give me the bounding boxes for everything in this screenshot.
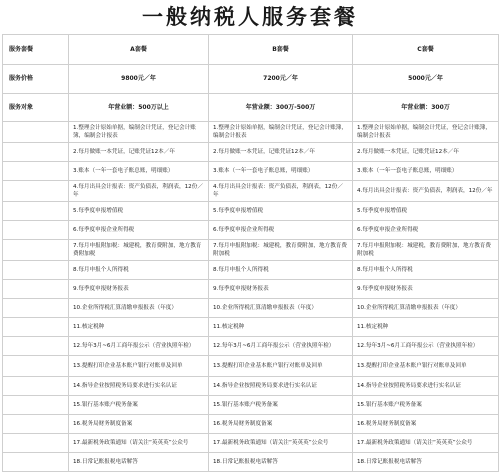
service-label-cell xyxy=(3,396,69,415)
service-item-c: 17.最新税务政策通知（请关注“英英英”公众号 xyxy=(353,434,499,453)
service-item-c: 2.每月做账一本凭证，记账凭证12本／年 xyxy=(353,143,499,162)
service-row xyxy=(3,337,499,356)
service-label-cell xyxy=(3,181,69,202)
service-row xyxy=(3,162,499,181)
service-item-c: 15.银行基本账户税务备案 xyxy=(353,396,499,415)
service-item-b: 8.每月申报个人所得税 xyxy=(209,261,353,280)
service-item-b: 12.每年3月~6月工商年报公示（营业执照年检） xyxy=(209,337,353,356)
service-label-cell xyxy=(3,318,69,337)
service-label-cell xyxy=(3,415,69,434)
service-item-a: 17.最新税务政策通知（请关注“英英英”公众号 xyxy=(69,434,209,453)
service-row xyxy=(3,318,499,337)
service-item-b: 3.账本（一年一套电子账总账，明细账） xyxy=(209,162,353,181)
service-item-b: 5.每季度申报增值税 xyxy=(209,202,353,221)
service-item-a: 4.每月出具会计报表：资产负债表，利润表，12份／年 xyxy=(69,181,209,202)
package-a-name: A套餐 xyxy=(69,35,209,65)
package-label: 服务套餐 xyxy=(3,35,69,65)
service-row xyxy=(3,143,499,162)
service-item-b: 14.指导企业按照税务局要求进行实名认证 xyxy=(209,377,353,396)
service-row xyxy=(3,356,499,377)
service-item-a: 13.提醒打印企业基本账户银行对账单及回单 xyxy=(69,356,209,377)
service-row xyxy=(3,240,499,261)
service-item-b: 15.银行基本账户税务备案 xyxy=(209,396,353,415)
package-header-row xyxy=(3,35,499,65)
service-label-cell xyxy=(3,221,69,240)
service-item-a: 9.每季度申报财务报表 xyxy=(69,280,209,299)
service-item-b: 11.核定税种 xyxy=(209,318,353,337)
service-item-a: 1.整理会计原始单据，编制会计凭证，登记会计账簿，编制会计报表 xyxy=(69,122,209,143)
target-row xyxy=(3,94,499,122)
service-item-a: 6.每季度申报企业所得税 xyxy=(69,221,209,240)
package-c-price: 5000元／年 xyxy=(353,65,499,94)
service-item-b: 17.最新税务政策通知（请关注“英英英”公众号 xyxy=(209,434,353,453)
service-item-a: 16.税务局财务制度备案 xyxy=(69,415,209,434)
service-item-b: 18.日常记账报税电话解答 xyxy=(209,453,353,472)
package-table xyxy=(2,34,499,472)
service-item-c: 13.提醒打印企业基本账户银行对账单及回单 xyxy=(353,356,499,377)
package-a-price: 9800元／年 xyxy=(69,65,209,94)
service-item-c: 7.每月申报附加税：城建税，教育费附加，地方教育费附加税 xyxy=(353,240,499,261)
package-b-name: B套餐 xyxy=(209,35,353,65)
service-label-cell xyxy=(3,202,69,221)
service-label-cell xyxy=(3,337,69,356)
service-item-b: 1.整理会计原始单据，编制会计凭证，登记会计账簿，编制会计报表 xyxy=(209,122,353,143)
service-label-cell xyxy=(3,122,69,143)
service-item-c: 10.企业所得税汇算清缴申报报表（年度） xyxy=(353,299,499,318)
service-item-c: 12.每年3月~6月工商年报公示（营业执照年检） xyxy=(353,337,499,356)
service-item-a: 14.指导企业按照税务局要求进行实名认证 xyxy=(69,377,209,396)
package-c-target: 年营业额：300万 xyxy=(353,94,499,122)
package-b-target: 年营业额：300万-500万 xyxy=(209,94,353,122)
service-row xyxy=(3,377,499,396)
service-item-a: 8.每月申报个人所得税 xyxy=(69,261,209,280)
service-item-a: 3.账本（一年一套电子账总账，明细账） xyxy=(69,162,209,181)
package-a-target: 年营业额：500万以上 xyxy=(69,94,209,122)
price-row xyxy=(3,65,499,94)
service-label-cell xyxy=(3,377,69,396)
service-item-c: 5.每季度申报增值税 xyxy=(353,202,499,221)
service-item-c: 1.整理会计原始单据，编制会计凭证，登记会计账簿，编制会计报表 xyxy=(353,122,499,143)
target-label: 服务对象 xyxy=(3,94,69,122)
service-row xyxy=(3,261,499,280)
service-label-cell xyxy=(3,299,69,318)
service-item-c: 18.日常记账报税电话解答 xyxy=(353,453,499,472)
service-item-c: 8.每月申报个人所得税 xyxy=(353,261,499,280)
service-item-a: 11.核定税种 xyxy=(69,318,209,337)
service-row xyxy=(3,453,499,472)
service-item-a: 2.每月做账一本凭证，记账凭证12本／年 xyxy=(69,143,209,162)
service-item-a: 18.日常记账报税电话解答 xyxy=(69,453,209,472)
service-item-b: 2.每月做账一本凭证，记账凭证12本／年 xyxy=(209,143,353,162)
service-item-a: 12.每年3月~6月工商年报公示（营业执照年检） xyxy=(69,337,209,356)
service-label-cell xyxy=(3,280,69,299)
service-row xyxy=(3,122,499,143)
service-item-c: 11.核定税种 xyxy=(353,318,499,337)
service-item-c: 9.每季度申报财务报表 xyxy=(353,280,499,299)
service-row xyxy=(3,181,499,202)
service-label-cell xyxy=(3,162,69,181)
service-item-a: 10.企业所得税汇算清缴申报报表（年度） xyxy=(69,299,209,318)
service-label-cell xyxy=(3,143,69,162)
price-label: 服务价格 xyxy=(3,65,69,94)
service-item-c: 16.税务局财务制度备案 xyxy=(353,415,499,434)
service-item-c: 4.每月出具会计报表：资产负债表，利润表，12份／年 xyxy=(353,181,499,202)
service-row xyxy=(3,415,499,434)
service-item-a: 15.银行基本账户税务备案 xyxy=(69,396,209,415)
service-row xyxy=(3,434,499,453)
service-item-b: 6.每季度申报企业所得税 xyxy=(209,221,353,240)
service-item-b: 16.税务局财务制度备案 xyxy=(209,415,353,434)
service-item-c: 6.每季度申报企业所得税 xyxy=(353,221,499,240)
package-c-name: C套餐 xyxy=(353,35,499,65)
service-row xyxy=(3,202,499,221)
service-item-c: 14.指导企业按照税务局要求进行实名认证 xyxy=(353,377,499,396)
service-item-b: 10.企业所得税汇算清缴申报报表（年度） xyxy=(209,299,353,318)
service-label-cell xyxy=(3,434,69,453)
service-label-cell xyxy=(3,261,69,280)
service-item-b: 13.提醒打印企业基本账户银行对账单及回单 xyxy=(209,356,353,377)
service-item-b: 7.每月申报附加税：城建税，教育费附加，地方教育费附加税 xyxy=(209,240,353,261)
service-row xyxy=(3,280,499,299)
package-b-price: 7200元／年 xyxy=(209,65,353,94)
service-label-cell xyxy=(3,356,69,377)
service-label-cell xyxy=(3,453,69,472)
service-row xyxy=(3,396,499,415)
service-label-cell xyxy=(3,240,69,261)
service-item-c: 3.账本（一年一套电子账总账，明细账） xyxy=(353,162,499,181)
service-item-b: 9.每季度申报财务报表 xyxy=(209,280,353,299)
service-item-a: 5.每季度申报增值税 xyxy=(69,202,209,221)
service-row xyxy=(3,299,499,318)
service-row xyxy=(3,221,499,240)
page-title: 一般纳税人服务套餐 xyxy=(142,4,358,29)
service-item-a: 7.每月申报附加税：城建税，教育费附加，地方教育费附加税 xyxy=(69,240,209,261)
service-item-b: 4.每月出具会计报表：资产负债表，利润表，12份／年 xyxy=(209,181,353,202)
